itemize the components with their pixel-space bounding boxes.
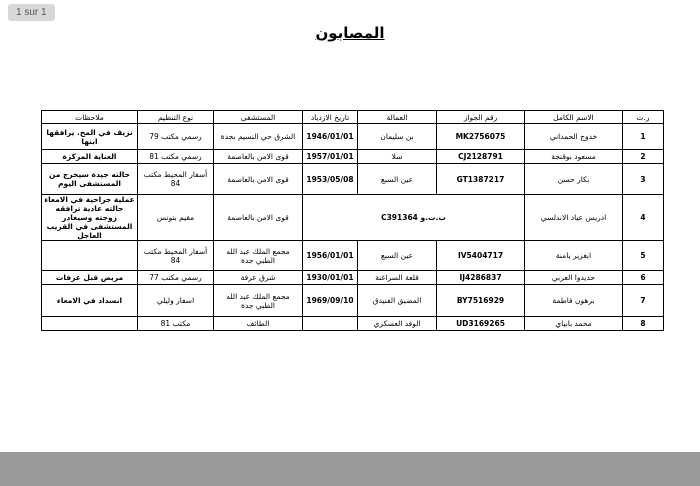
table-row [42, 285, 664, 317]
passport-cell: CJ2128791 [437, 150, 525, 164]
hospital-cell: قوى الامن بالعاصمة [214, 150, 303, 164]
organization-cell: أسفار المحيط مكتب 84 [138, 241, 214, 271]
table-row [42, 271, 664, 285]
full-name-cell: حديدوا العربي [525, 271, 623, 285]
notes-cell [42, 241, 138, 271]
passport-cell: UD3169265 [437, 317, 525, 331]
header-cell: الاسم الكامل [525, 111, 623, 124]
passport-cell: MK2756075 [437, 124, 525, 150]
table-row [42, 150, 664, 164]
header-cell: رقم الجواز [437, 111, 525, 124]
hospital-cell: مجمع الملك عبد الله الطبي جدة [214, 241, 303, 271]
province-cell: المضيق الفنيدق [358, 285, 437, 317]
notes-cell: عملية جراحية في الامعاء حالته عادية ترافقه زوجته وسيغادر المستشفى في القريب العاجل [42, 195, 138, 241]
notes-cell [42, 317, 138, 331]
birth-date-cell: 1946/01/01 [303, 124, 358, 150]
full-name-cell: خدوج الحمداني [525, 124, 623, 150]
organization-cell: مقيم بتونس [138, 195, 214, 241]
birth-date-cell: 1969/09/10 [303, 285, 358, 317]
injured-table [41, 110, 664, 331]
birth-date-cell [303, 317, 358, 331]
province-cell: سلا [358, 150, 437, 164]
table-row [42, 317, 664, 331]
row-number: 2 [623, 150, 664, 164]
hospital-cell: قوى الامن بالعاصمة [214, 195, 303, 241]
header-cell: نوع التنظيم [138, 111, 214, 124]
row-number: 4 [623, 195, 664, 241]
hospital-cell: الطائف [214, 317, 303, 331]
table-row [42, 164, 664, 195]
province-cell: الوفد العسكري [358, 317, 437, 331]
row-number: 7 [623, 285, 664, 317]
header-cell: المستشفى [214, 111, 303, 124]
birth-date-cell: 1957/01/01 [303, 150, 358, 164]
birth-date-cell: 1956/01/01 [303, 241, 358, 271]
row-number: 1 [623, 124, 664, 150]
hospital-cell: مجمع الملك عبد الله الطبي جدة [214, 285, 303, 317]
organization-cell: مكتب 81 [138, 317, 214, 331]
full-name-cell: مسعود بوقنجة [525, 150, 623, 164]
page-indicator: 1 sur 1 [8, 4, 55, 21]
table-row [42, 124, 664, 150]
full-name-cell: ادريس عياد الاندلسي [525, 195, 623, 241]
header-cell: ر.ت [623, 111, 664, 124]
organization-cell: أسفار المحيط مكتب 84 [138, 164, 214, 195]
province-cell: عين السبع [358, 241, 437, 271]
row-number: 6 [623, 271, 664, 285]
viewer-background [0, 452, 700, 486]
row-number: 8 [623, 317, 664, 331]
passport-cell: IJ4286837 [437, 271, 525, 285]
header-cell: تاريخ الازدياد [303, 111, 358, 124]
full-name-cell: بكار حسن [525, 164, 623, 195]
notes-cell: نزيف في المخ. يرافقها ابنها [42, 124, 138, 150]
row-number: 5 [623, 241, 664, 271]
passport-cell: GT1387217 [437, 164, 525, 195]
notes-cell: حالته جيدة سيخرج من المستشفى اليوم [42, 164, 138, 195]
table-row [42, 241, 664, 271]
header-cell: العمالة [358, 111, 437, 124]
passport-cell: BY7516929 [437, 285, 525, 317]
full-name-cell: محمد بابياي [525, 317, 623, 331]
full-name-cell: برهون فاطمة [525, 285, 623, 317]
notes-cell: مريض قبل عرفات [42, 271, 138, 285]
province-cell: عين السبع [358, 164, 437, 195]
birth-date-cell: 1953/05/08 [303, 164, 358, 195]
organization-cell: رسمي مكتب 79 [138, 124, 214, 150]
row-number: 3 [623, 164, 664, 195]
organization-cell: رسمي مكتب 77 [138, 271, 214, 285]
table-row [42, 195, 664, 241]
hospital-cell: قوى الامن بالعاصمة [214, 164, 303, 195]
page-title: المصابون [315, 24, 385, 42]
province-cell: بن سليمان [358, 124, 437, 150]
notes-cell: انسداد في الامعاء [42, 285, 138, 317]
passport-cell: ب.ت.و C391364 [303, 195, 525, 241]
table-header-row [42, 111, 664, 124]
organization-cell: رسمي مكتب 81 [138, 150, 214, 164]
birth-date-cell: 1930/01/01 [303, 271, 358, 285]
notes-cell: العناية المركزة [42, 150, 138, 164]
full-name-cell: ابغزير يامنة [525, 241, 623, 271]
organization-cell: اسفار وليلي [138, 285, 214, 317]
header-cell: ملاحظات [42, 111, 138, 124]
hospital-cell: شرق عرفة [214, 271, 303, 285]
passport-cell: IV5404717 [437, 241, 525, 271]
province-cell: قلعة السراغنة [358, 271, 437, 285]
hospital-cell: الشرق حي النسيم بجدة [214, 124, 303, 150]
